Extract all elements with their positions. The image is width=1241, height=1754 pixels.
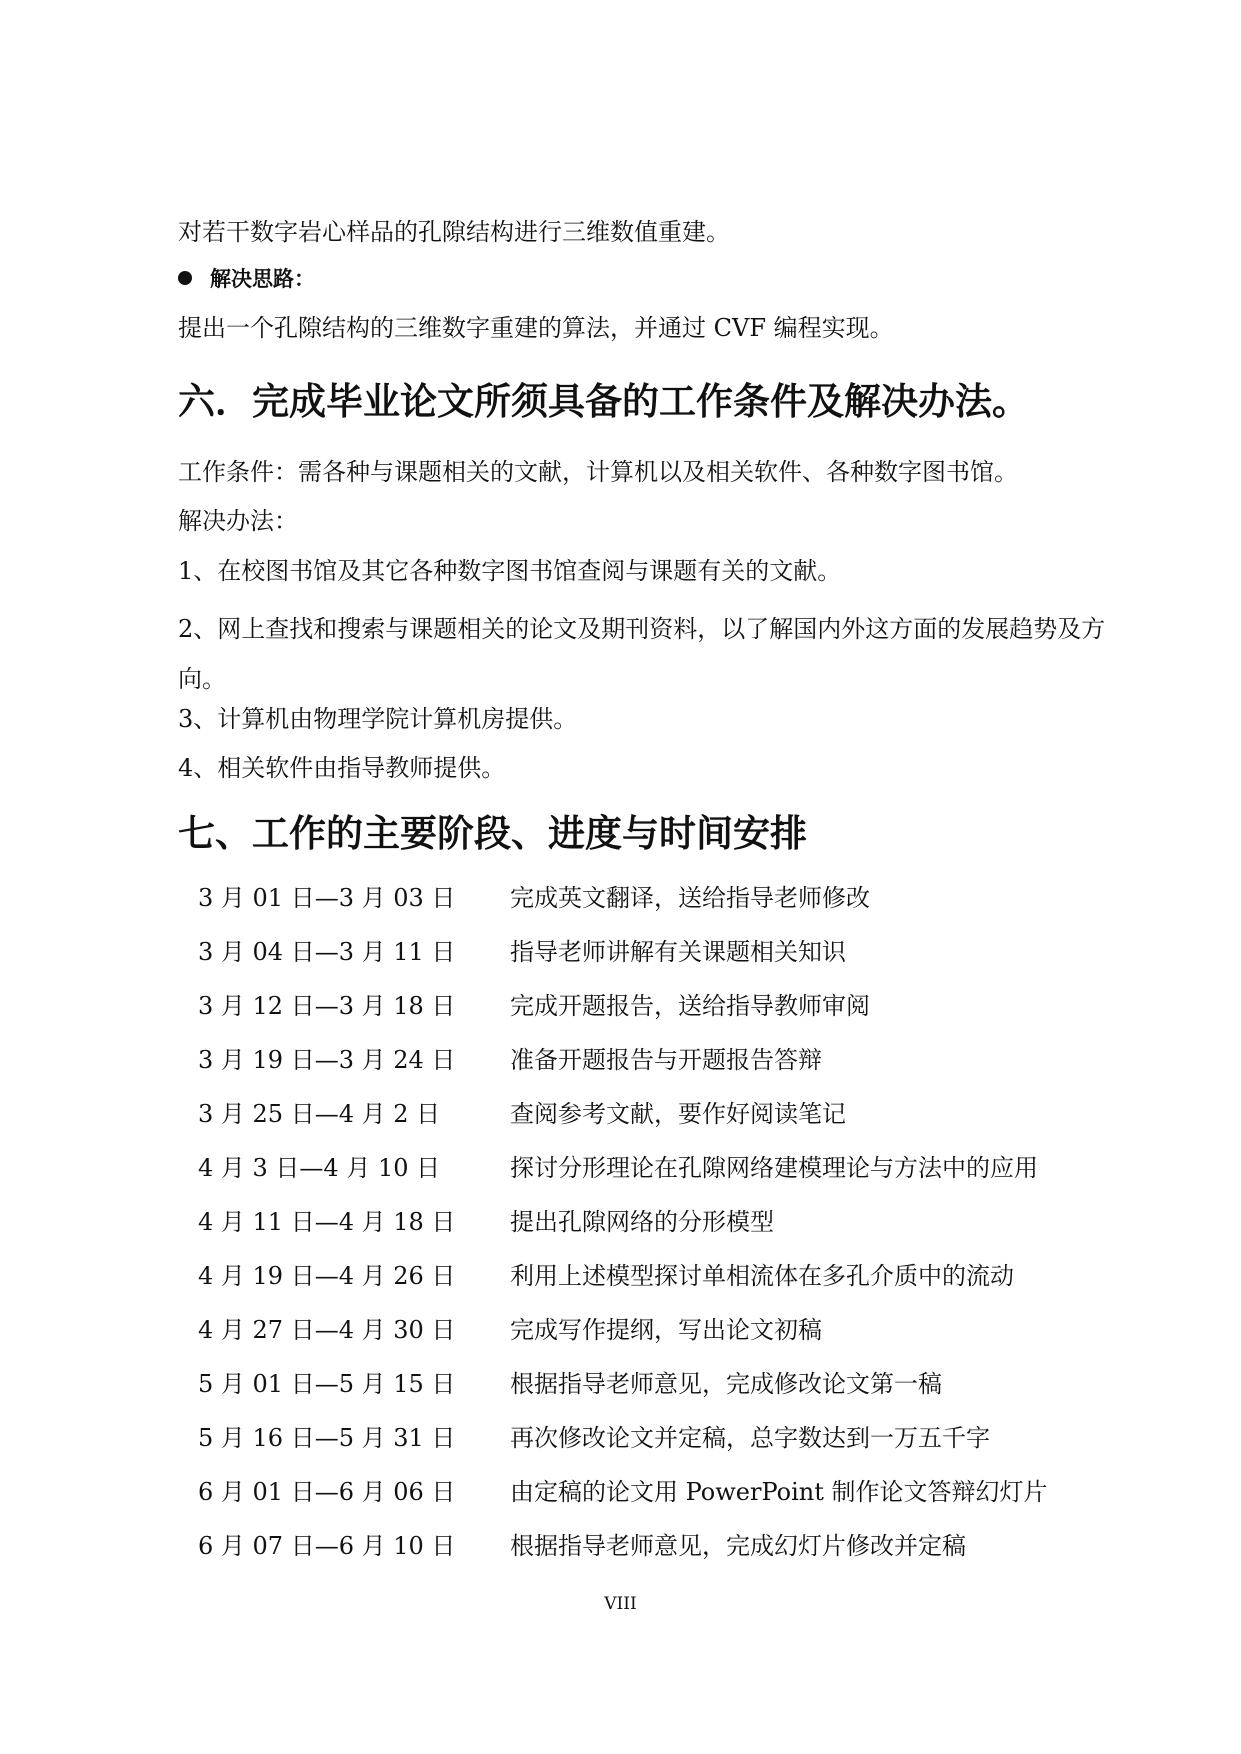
schedule-task: 由定稿的论文用 PowerPoint 制作论文答辩幻灯片 [510,1478,1048,1506]
schedule-date: 4 月 27 日—4 月 30 日 [198,1316,456,1344]
schedule-task: 再次修改论文并定稿，总字数达到一万五千字 [510,1424,990,1452]
schedule-date: 4 月 19 日—4 月 26 日 [198,1262,456,1290]
schedule-task: 根据指导老师意见，完成修改论文第一稿 [510,1370,942,1398]
schedule-date: 5 月 16 日—5 月 31 日 [198,1424,456,1452]
schedule-task: 指导老师讲解有关课题相关知识 [510,938,846,966]
schedule-row [198,1044,1098,1098]
schedule-date: 3 月 01 日—3 月 03 日 [198,884,456,912]
schedule-row [198,1314,1098,1368]
method-item-1: 1、在校图书馆及其它各种数字图书馆查阅与课题有关的文献。 [178,557,842,585]
schedule-row [198,882,1098,936]
schedule-task: 准备开题报告与开题报告答辩 [510,1046,822,1074]
schedule-task: 根据指导老师意见，完成幻灯片修改并定稿 [510,1532,966,1560]
schedule-row [198,1098,1098,1152]
schedule-task: 利用上述模型探讨单相流体在多孔介质中的流动 [510,1262,1014,1290]
method-item-2: 2、网上查找和搜索与课题相关的论文及期刊资料，以了解国内外这方面的发展趋势及方向。 [178,615,1106,693]
schedule-task: 查阅参考文献，要作好阅读笔记 [510,1100,846,1128]
schedule-task: 探讨分形理论在孔隙网络建模理论与方法中的应用 [510,1154,1038,1182]
schedule-date: 3 月 04 日—3 月 11 日 [198,938,456,966]
schedule-date: 4 月 3 日—4 月 10 日 [198,1154,441,1182]
schedule-date: 3 月 12 日—3 月 18 日 [198,992,456,1020]
schedule-date: 6 月 01 日—6 月 06 日 [198,1478,456,1506]
schedule-row [198,1152,1098,1206]
methods-label: 解决办法： [178,507,298,535]
schedule-row [198,1422,1098,1476]
bullet-label: 解决思路： [210,267,315,291]
method-item-3: 3、计算机由物理学院计算机房提供。 [178,705,578,733]
schedule-list [198,882,1098,1584]
schedule-task: 完成开题报告，送给指导教师审阅 [510,992,870,1020]
idea-line: 提出一个孔隙结构的三维数字重建的算法，并通过 CVF 编程实现。 [178,314,894,342]
schedule-date: 4 月 11 日—4 月 18 日 [198,1208,456,1236]
schedule-row [198,1260,1098,1314]
section7-heading: 七、工作的主要阶段、进度与时间安排 [178,812,807,855]
schedule-date: 3 月 19 日—3 月 24 日 [198,1046,456,1074]
schedule-task: 完成英文翻译，送给指导老师修改 [510,884,870,912]
schedule-row [198,1206,1098,1260]
schedule-row [198,1476,1098,1530]
schedule-row [198,936,1098,990]
schedule-date: 3 月 25 日—4 月 2 日 [198,1100,441,1128]
schedule-date: 5 月 01 日—5 月 15 日 [198,1370,456,1398]
schedule-task: 完成写作提纲，写出论文初稿 [510,1316,822,1344]
page-number: VIII [604,1594,637,1614]
bullet-dot-icon [178,271,192,285]
schedule-row [198,1368,1098,1422]
section6-heading: 六．完成毕业论文所须具备的工作条件及解决办法。 [178,380,1029,423]
schedule-row [198,990,1098,1044]
conditions-line: 工作条件：需各种与课题相关的文献，计算机以及相关软件、各种数字图书馆。 [178,458,1018,486]
schedule-task: 提出孔隙网络的分形模型 [510,1208,774,1236]
intro-line: 对若干数字岩心样品的孔隙结构进行三维数值重建。 [178,218,730,246]
schedule-row [198,1530,1098,1584]
schedule-date: 6 月 07 日—6 月 10 日 [198,1532,456,1560]
bullet-heading [178,263,315,293]
method-item-4: 4、相关软件由指导教师提供。 [178,754,506,782]
